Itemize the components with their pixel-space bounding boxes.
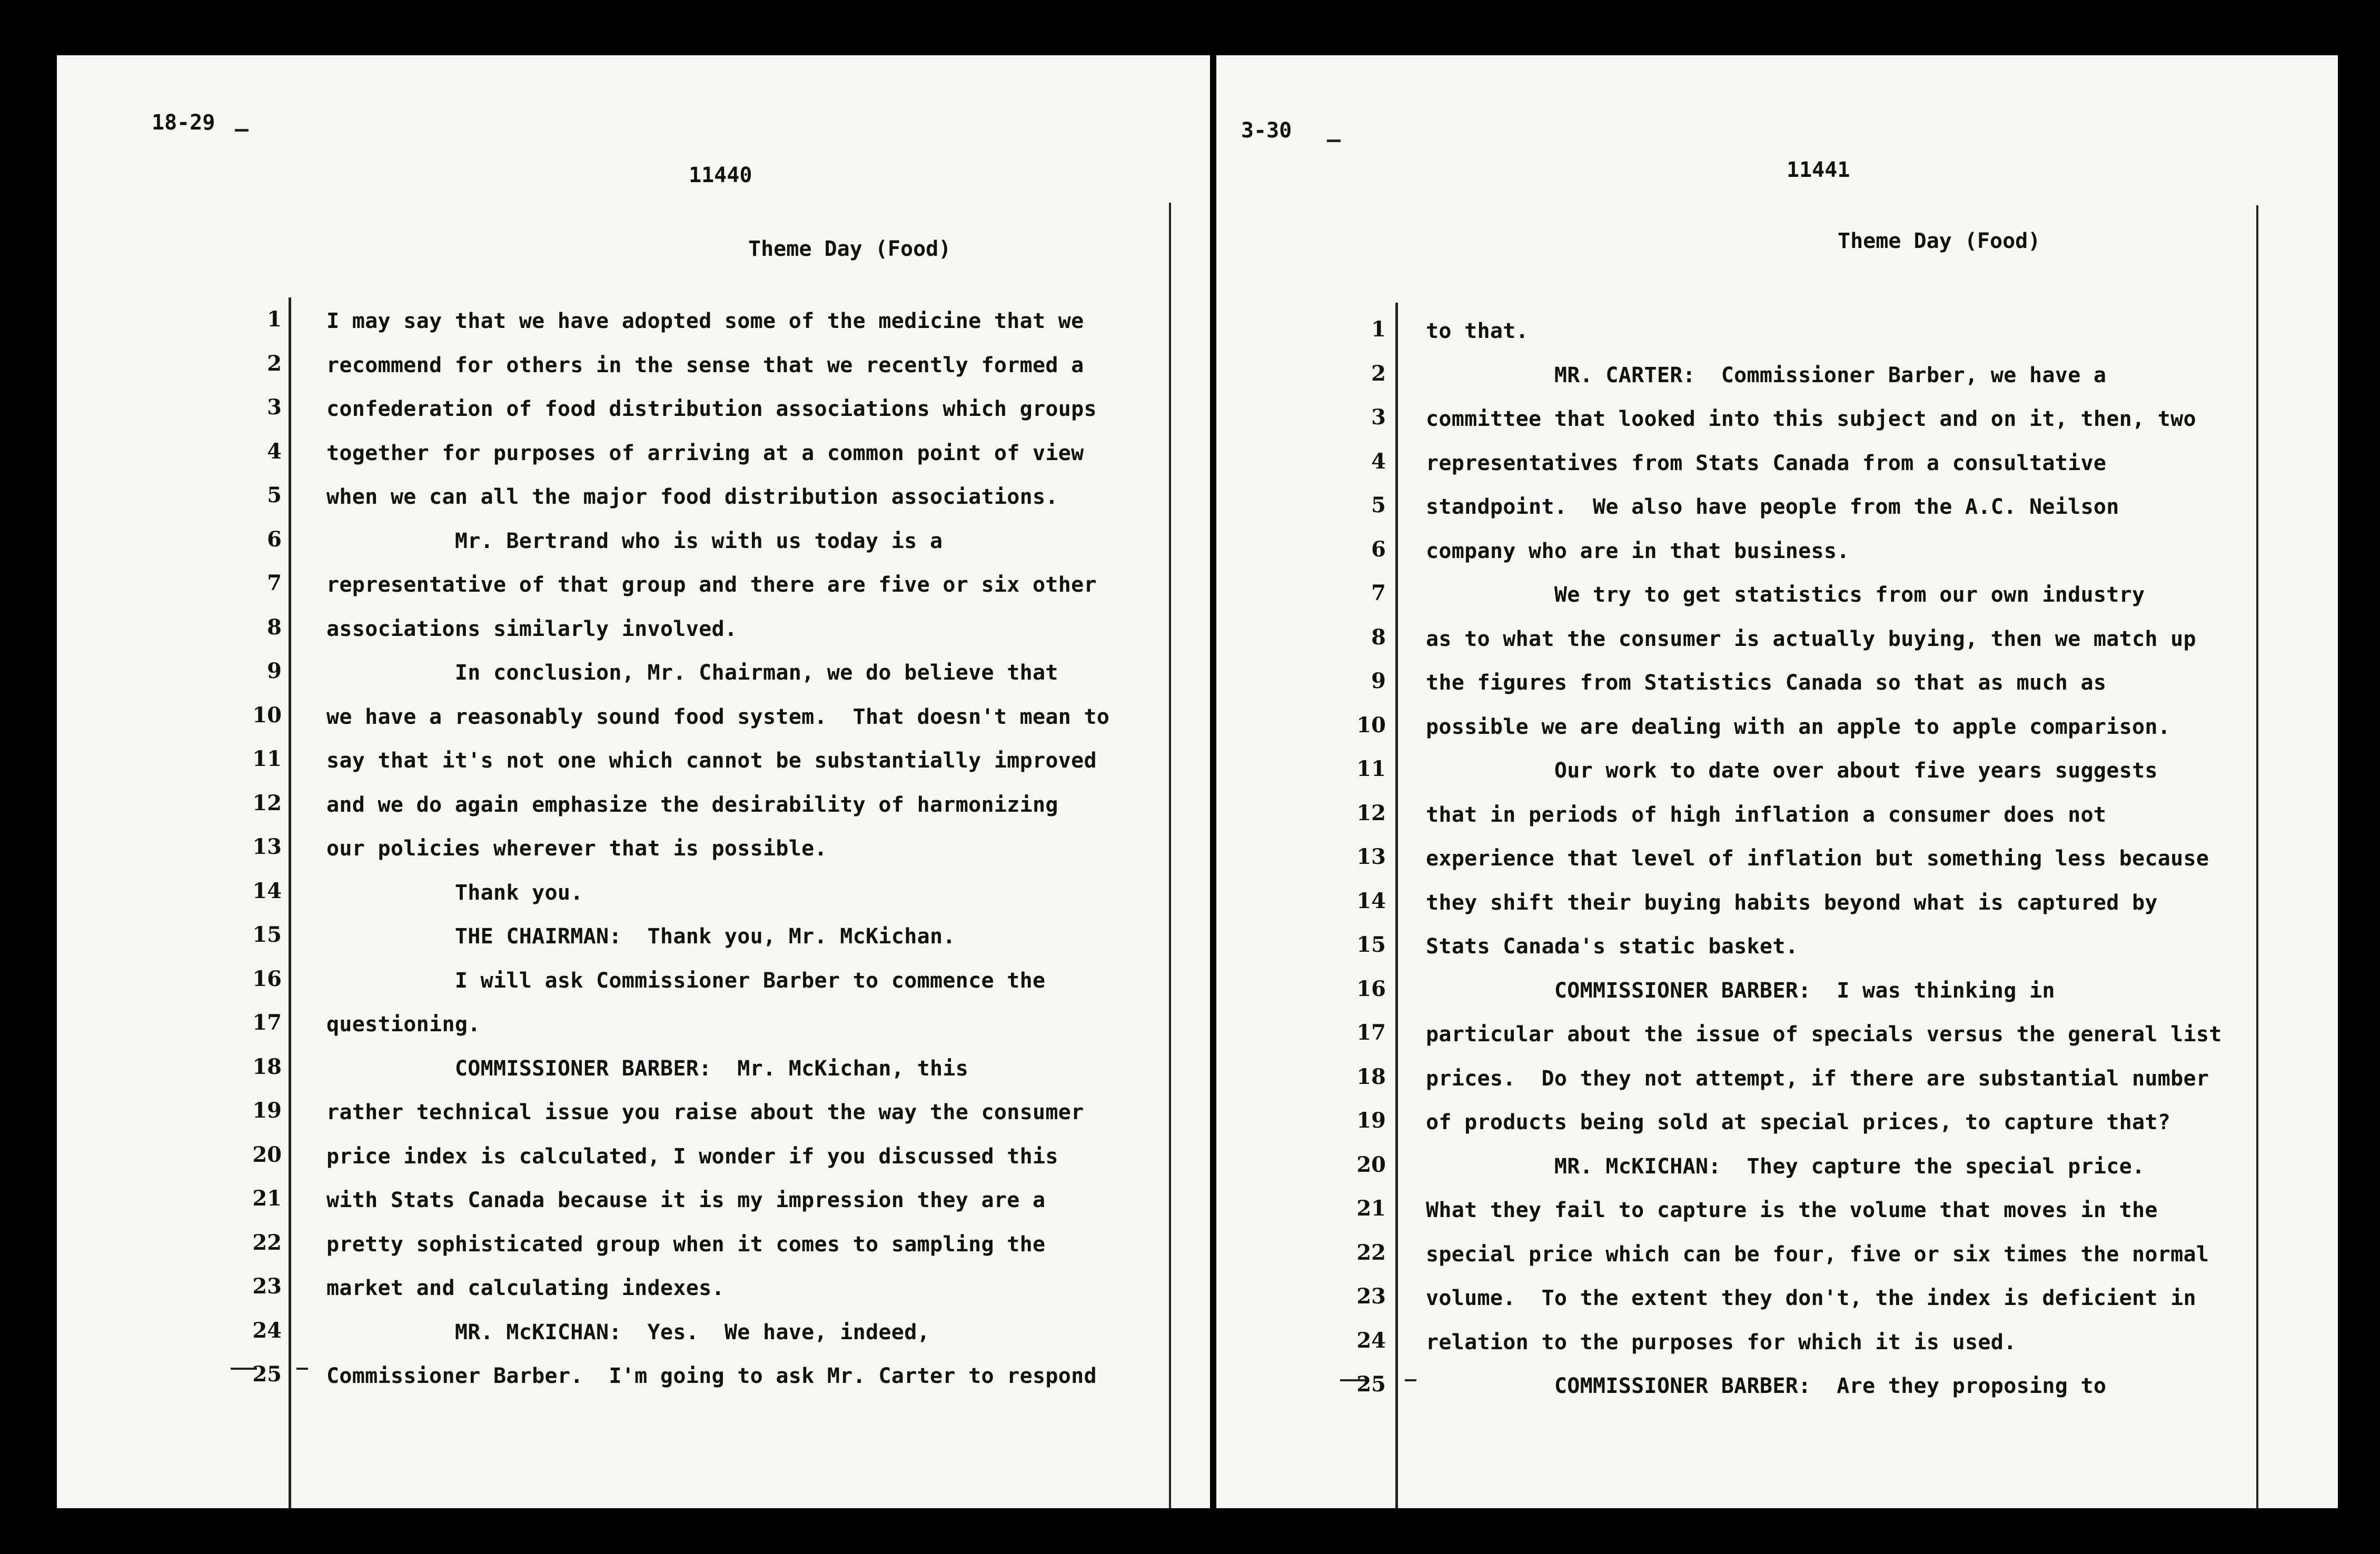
transcript-page-right bbox=[1216, 55, 2338, 1508]
line-number: 14 bbox=[1356, 888, 1386, 913]
transcript-line: In conclusion, Mr. Chairman, we do believe that bbox=[326, 661, 1058, 685]
page-header-id: 18-29 bbox=[152, 111, 215, 135]
transcript-line: with Stats Canada because it is my impression they are a bbox=[326, 1188, 1046, 1212]
transcript-line: rather technical issue you raise about the way the consumer bbox=[326, 1100, 1084, 1124]
page-subject: Theme Day (Food) bbox=[748, 237, 951, 261]
transcript-line: COMMISSIONER BARBER: I was thinking in bbox=[1426, 978, 2055, 1003]
line-number: 6 bbox=[1371, 536, 1386, 562]
line-number-rule bbox=[289, 297, 291, 1508]
transcript-line: together for purposes of arriving at a common point of view bbox=[326, 441, 1084, 465]
transcript-line: the figures from Statistics Canada so that as much as bbox=[1426, 671, 2107, 695]
line-25-marker bbox=[1405, 1379, 1416, 1381]
line-number: 13 bbox=[252, 834, 282, 859]
transcript-line: special price which can be four, five or six times the normal bbox=[1426, 1242, 2209, 1267]
line-number: 1 bbox=[267, 307, 282, 332]
line-number: 8 bbox=[1371, 624, 1386, 650]
transcript-line: Mr. Bertrand who is with us today is a bbox=[326, 529, 943, 553]
line-number: 3 bbox=[1371, 405, 1386, 430]
transcript-line: they shift their buying habits beyond what is captured by bbox=[1426, 890, 2158, 915]
transcript-line: our policies wherever that is possible. bbox=[326, 836, 827, 861]
line-number: 12 bbox=[1356, 800, 1386, 825]
line-number: 22 bbox=[252, 1230, 282, 1255]
line-number: 24 bbox=[252, 1318, 282, 1343]
transcript-line: Thank you. bbox=[326, 880, 583, 905]
line-number: 18 bbox=[252, 1054, 282, 1079]
line-number: 1 bbox=[1371, 317, 1386, 342]
right-margin-rule bbox=[2256, 205, 2258, 1508]
transcript-line: company who are in that business. bbox=[1426, 539, 1850, 563]
line-number: 10 bbox=[1356, 712, 1386, 738]
transcript-line: Our work to date over about five years suggests bbox=[1426, 759, 2158, 783]
line-number: 21 bbox=[252, 1186, 282, 1211]
line-number: 16 bbox=[1356, 976, 1386, 1001]
transcript-line: standpoint. We also have people from the A.C. Neilson bbox=[1426, 495, 2119, 519]
line-number: 19 bbox=[1356, 1108, 1386, 1133]
line-number: 5 bbox=[267, 483, 282, 507]
transcript-line: as to what the consumer is actually buying, then we match up bbox=[1426, 626, 2196, 651]
transcript-line: particular about the issue of specials versus the general list bbox=[1426, 1022, 2222, 1047]
transcript-line: to that. bbox=[1426, 319, 1529, 343]
page-header-id: 3-30 bbox=[1241, 118, 1292, 143]
line-number: 17 bbox=[252, 1010, 282, 1035]
transcript-line: confederation of food distribution associations which groups bbox=[326, 397, 1097, 421]
line-number: 25 bbox=[252, 1362, 282, 1387]
transcript-line: MR. McKICHAN: They capture the special price. bbox=[1426, 1154, 2145, 1179]
transcript-line: and we do again emphasize the desirability of harmonizing bbox=[326, 792, 1058, 817]
line-number: 17 bbox=[1356, 1020, 1386, 1045]
line-number: 11 bbox=[252, 746, 282, 771]
transcript-line: that in periods of high inflation a consumer does not bbox=[1426, 802, 2107, 827]
line-number: 23 bbox=[252, 1274, 282, 1299]
line-number: 22 bbox=[1356, 1240, 1386, 1265]
line-number: 24 bbox=[1356, 1328, 1386, 1353]
line-number: 2 bbox=[1371, 361, 1386, 386]
line-number: 14 bbox=[252, 878, 282, 903]
transcript-line: MR. McKICHAN: Yes. We have, indeed, bbox=[326, 1320, 930, 1344]
transcript-line: price index is calculated, I wonder if you discussed this bbox=[326, 1144, 1058, 1169]
line-number: 5 bbox=[1371, 493, 1386, 517]
line-number: 12 bbox=[252, 790, 282, 815]
transcript-line: Commissioner Barber. I'm going to ask Mr. Carter to respond bbox=[326, 1364, 1097, 1388]
transcript-line: MR. CARTER: Commissioner Barber, we have a bbox=[1426, 363, 2107, 387]
transcript-line: volume. To the extent they don't, the index is deficient in bbox=[1426, 1286, 2196, 1310]
transcript-line: COMMISSIONER BARBER: Are they proposing to bbox=[1426, 1374, 2107, 1398]
line-number: 9 bbox=[267, 659, 282, 683]
transcript-line: associations similarly involved. bbox=[326, 616, 738, 641]
line-number: 21 bbox=[1356, 1196, 1386, 1221]
line-number: 3 bbox=[267, 395, 282, 420]
transcript-line: committee that looked into this subject and on it, then, two bbox=[1426, 407, 2196, 431]
line-number: 19 bbox=[252, 1098, 282, 1123]
line-number: 18 bbox=[1356, 1064, 1386, 1089]
transcript-line: relation to the purposes for which it is used. bbox=[1426, 1330, 2017, 1354]
transcript-line: THE CHAIRMAN: Thank you, Mr. McKichan. bbox=[326, 924, 956, 949]
transcript-page-left bbox=[57, 55, 1210, 1508]
line-number: 20 bbox=[252, 1142, 282, 1167]
transcript-line: We try to get statistics from our own industry bbox=[1426, 583, 2145, 607]
transcript-line: Stats Canada's static basket. bbox=[1426, 934, 1799, 959]
line-number: 6 bbox=[267, 526, 282, 552]
line-number: 15 bbox=[1356, 932, 1386, 957]
header-dash bbox=[235, 129, 249, 132]
line-number-rule bbox=[1395, 303, 1398, 1508]
transcript-line: recommend for others in the sense that we recently formed a bbox=[326, 353, 1084, 377]
transcript-line: possible we are dealing with an apple to apple comparison. bbox=[1426, 714, 2171, 739]
transcript-line: questioning. bbox=[326, 1012, 481, 1037]
line-number: 20 bbox=[1356, 1152, 1386, 1177]
transcript-line: experience that level of inflation but something less because bbox=[1426, 846, 2209, 871]
transcript-line: What they fail to capture is the volume that moves in the bbox=[1426, 1198, 2158, 1222]
line-number: 2 bbox=[267, 351, 282, 376]
transcript-line: representatives from Stats Canada from a consultative bbox=[1426, 451, 2107, 475]
line-number: 7 bbox=[1371, 581, 1386, 605]
transcript-line: pretty sophisticated group when it comes to sampling the bbox=[326, 1232, 1046, 1257]
line-number: 11 bbox=[1356, 756, 1386, 781]
line-number: 23 bbox=[1356, 1284, 1386, 1309]
line-number: 16 bbox=[252, 966, 282, 991]
line-number: 15 bbox=[252, 922, 282, 947]
transcript-line: when we can all the major food distribution associations. bbox=[326, 485, 1058, 509]
line-number: 25 bbox=[1356, 1372, 1386, 1397]
line-number: 9 bbox=[1371, 669, 1386, 693]
transcript-line: COMMISSIONER BARBER: Mr. McKichan, this bbox=[326, 1056, 969, 1081]
transcript-line: prices. Do they not attempt, if there are substantial number bbox=[1426, 1066, 2209, 1091]
page-number: 11440 bbox=[689, 163, 752, 187]
line-number: 10 bbox=[252, 702, 282, 728]
line-number: 8 bbox=[267, 614, 282, 640]
transcript-line: I will ask Commissioner Barber to commence the bbox=[326, 968, 1046, 993]
transcript-line: of products being sold at special prices, to capture that? bbox=[1426, 1110, 2171, 1134]
line-number: 13 bbox=[1356, 844, 1386, 869]
transcript-line: representative of that group and there are five or six other bbox=[326, 573, 1097, 597]
transcript-line: I may say that we have adopted some of the medicine that we bbox=[326, 309, 1084, 333]
line-25-marker bbox=[296, 1368, 308, 1370]
transcript-line: we have a reasonably sound food system. That doesn't mean to bbox=[326, 704, 1110, 729]
line-number: 4 bbox=[267, 439, 282, 464]
transcript-line: say that it's not one which cannot be substantially improved bbox=[326, 749, 1097, 773]
line-number: 7 bbox=[267, 571, 282, 595]
page-number: 11441 bbox=[1787, 158, 1850, 182]
right-margin-rule bbox=[1169, 203, 1171, 1508]
header-dash bbox=[1327, 140, 1341, 142]
transcript-line: market and calculating indexes. bbox=[326, 1276, 725, 1300]
page-subject: Theme Day (Food) bbox=[1838, 229, 2041, 253]
line-number: 4 bbox=[1371, 449, 1386, 474]
